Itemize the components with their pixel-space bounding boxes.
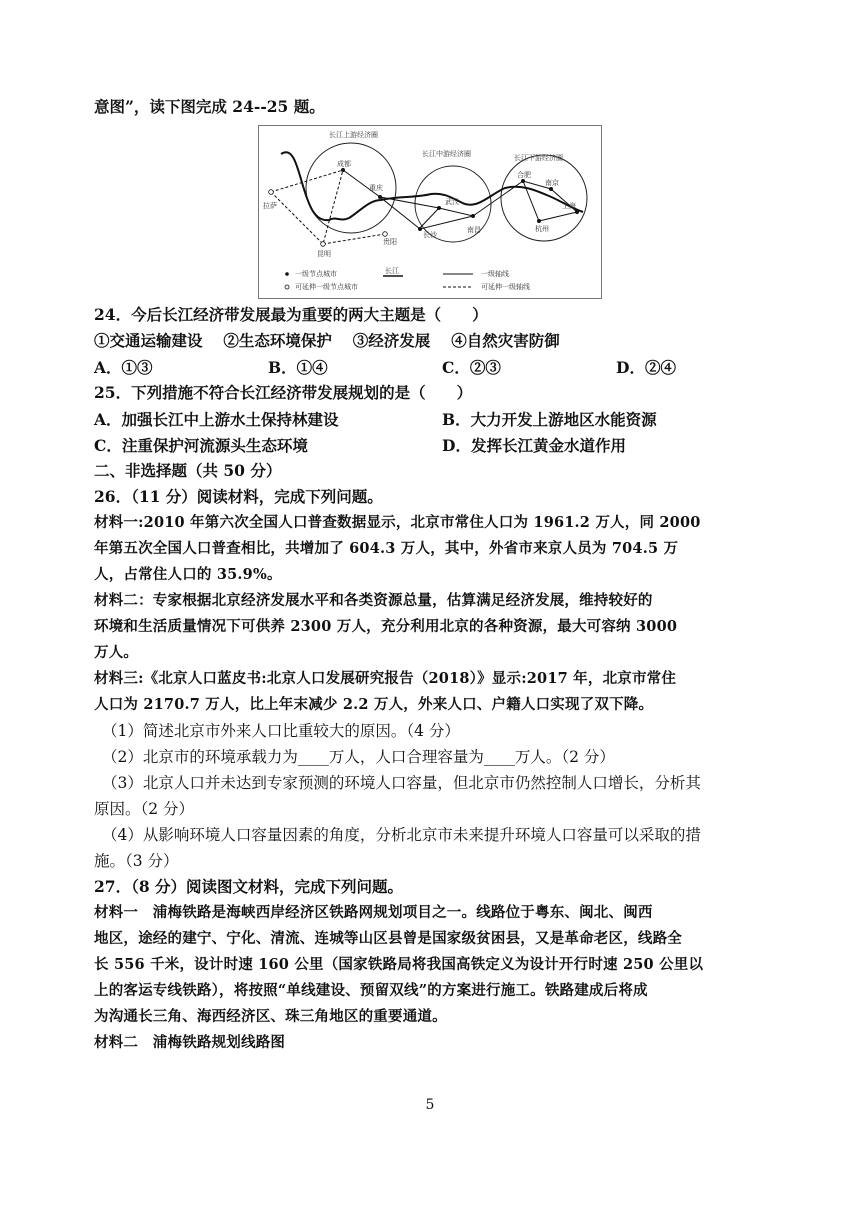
legend-ext-node-city: 可延伸一级节点城市 [295, 283, 358, 291]
page-number: 5 [425, 1097, 435, 1113]
q26-material-3-line-2: 人口为 2170.7 万人，比上年末减少 2.2 万人，外来人口、户籍人口实现了双下降。 [94, 696, 654, 713]
city-shanghai: 上海 [562, 202, 576, 210]
q25-option-b: B．大力开发上游地区水能资源 [442, 410, 657, 429]
q27-material-1-line-5: 为沟通长三角、海西经济区、珠三角地区的重要通道。 [94, 1008, 447, 1025]
q26-sub-1: （1）简述北京市外来人口比重较大的原因。（4 分） [102, 722, 460, 740]
city-nanchang: 南昌 [467, 226, 481, 234]
legend-node-city: 一级节点城市 [295, 270, 337, 278]
q27-material-1-line-1: 材料一 浦梅铁路是海峡西岸经济区铁路网规划项目之一。线路位于粤东、闽北、闽西 [94, 904, 653, 921]
q26-sub-3-line-2: 原因。（2 分） [94, 800, 195, 818]
q25-stem: 25．下列措施不符合长江经济带发展规划的是（ ） [94, 383, 473, 402]
legend-river: 长江 [385, 267, 399, 275]
city-chongqing: 重庆 [369, 184, 383, 192]
yangtze-economic-belt-map [258, 125, 602, 299]
q27-material-1-line-3: 长 556 千米，设计时速 160 公里（国家铁路局将我国高铁定义为设计开行时速 250 公里以 [94, 956, 704, 973]
map-legend [285, 266, 530, 291]
q26-stem: 26．（11 分）阅读材料，完成下列问题。 [94, 487, 383, 506]
q27-stem: 27．（8 分）阅读图文材料，完成下列问题。 [94, 877, 404, 896]
q25-option-a: A．加强长江中上游水土保持林建设 [94, 410, 339, 429]
q24-option-c: C．②③ [442, 358, 501, 377]
q26-material-1-line-3: 人，占常住人口的 35.9%。 [94, 566, 282, 583]
intro-text: 意图”，读下图完成 24--25 题。 [94, 97, 325, 116]
q26-material-3-line-1: 材料三:《北京人口蓝皮书:北京人口发展研究报告（2018）》显示:2017 年，北京市常住 [94, 670, 677, 687]
label-upper-circle: 长江上游经济圈 [329, 131, 378, 139]
map-svg [259, 126, 601, 298]
q25-option-d: D．发挥长江黄金水道作用 [442, 436, 626, 455]
city-wuhan: 武汉 [445, 198, 459, 206]
q26-sub-4-line-2: 施。（3 分） [94, 852, 179, 870]
q27-material-1-line-4: 上的客运专线铁路），将按照“单线建设、预留双线”的方案进行施工。铁路建成后将成 [94, 982, 648, 999]
q24-option-b: B．①④ [268, 358, 328, 377]
city-chengdu: 成都 [337, 160, 351, 168]
legend-axis: 一级轴线 [481, 270, 509, 278]
q24-items: ①交通运输建设 ②生态环境保护 ③经济发展 ④自然灾害防御 [94, 331, 560, 350]
city-lhasa: 拉萨 [263, 202, 277, 210]
city-guiyang: 贵阳 [383, 238, 397, 246]
city-kunming: 昆明 [317, 250, 331, 258]
city-nanjing: 南京 [545, 179, 559, 187]
q24-stem: 24．今后长江经济带发展最为重要的两大主题是（ ） [94, 305, 488, 324]
q26-sub-2: （2）北京市的环境承载力为____万人，人口合理容量为____万人。（2 分） [102, 748, 615, 766]
city-hefei: 合肥 [517, 171, 531, 179]
q26-material-2-line-1: 材料二：专家根据北京经济发展水平和各类资源总量，估算满足经济发展，维持较好的 [94, 592, 653, 609]
q27-material-1-line-2: 地区，途经的建宁、宁化、清流、连城等山区县曾是国家级贫困县，又是革命老区，线路全 [94, 930, 682, 947]
q26-sub-3-line-1: （3）北京人口并未达到专家预测的环境人口容量，但北京市仍然控制人口增长，分析其 [102, 774, 701, 792]
section-2-heading: 二、非选择题（共 50 分） [94, 461, 282, 480]
q26-material-1-line-1: 材料一:2010 年第六次全国人口普查数据显示，北京市常住人口为 1961.2 万人，同 2000 [94, 514, 701, 531]
q24-option-a: A．①③ [94, 358, 153, 377]
q26-material-1-line-2: 年第五次全国人口普查相比，共增加了 604.3 万人，其中，外省市来京人员为 704.5 万 [94, 540, 679, 557]
legend-ext-axis: 可延伸一级轴线 [481, 283, 530, 291]
river-line [281, 152, 583, 220]
label-middle-circle: 长江中游经济圈 [422, 150, 471, 158]
q24-option-d: D．②④ [616, 358, 676, 377]
city-hangzhou: 杭州 [535, 225, 549, 233]
city-changsha: 长沙 [423, 231, 437, 239]
q26-material-2-line-2: 环境和生活质量情况下可供养 2300 万人，充分利用北京的各种资源，最大可容纳 3000 [94, 618, 678, 635]
label-lower-circle: 长江下游经济圈 [514, 154, 563, 162]
q26-sub-4-line-1: （4）从影响环境人口容量因素的角度，分析北京市未来提升环境人口容量可以采取的措 [102, 826, 701, 844]
extendable-axis [271, 170, 385, 244]
q26-material-2-line-3: 万人。 [94, 644, 139, 661]
q25-option-c: C．注重保护河流源头生态环境 [94, 436, 308, 455]
q27-material-2: 材料二 浦梅铁路规划线路图 [94, 1034, 286, 1051]
